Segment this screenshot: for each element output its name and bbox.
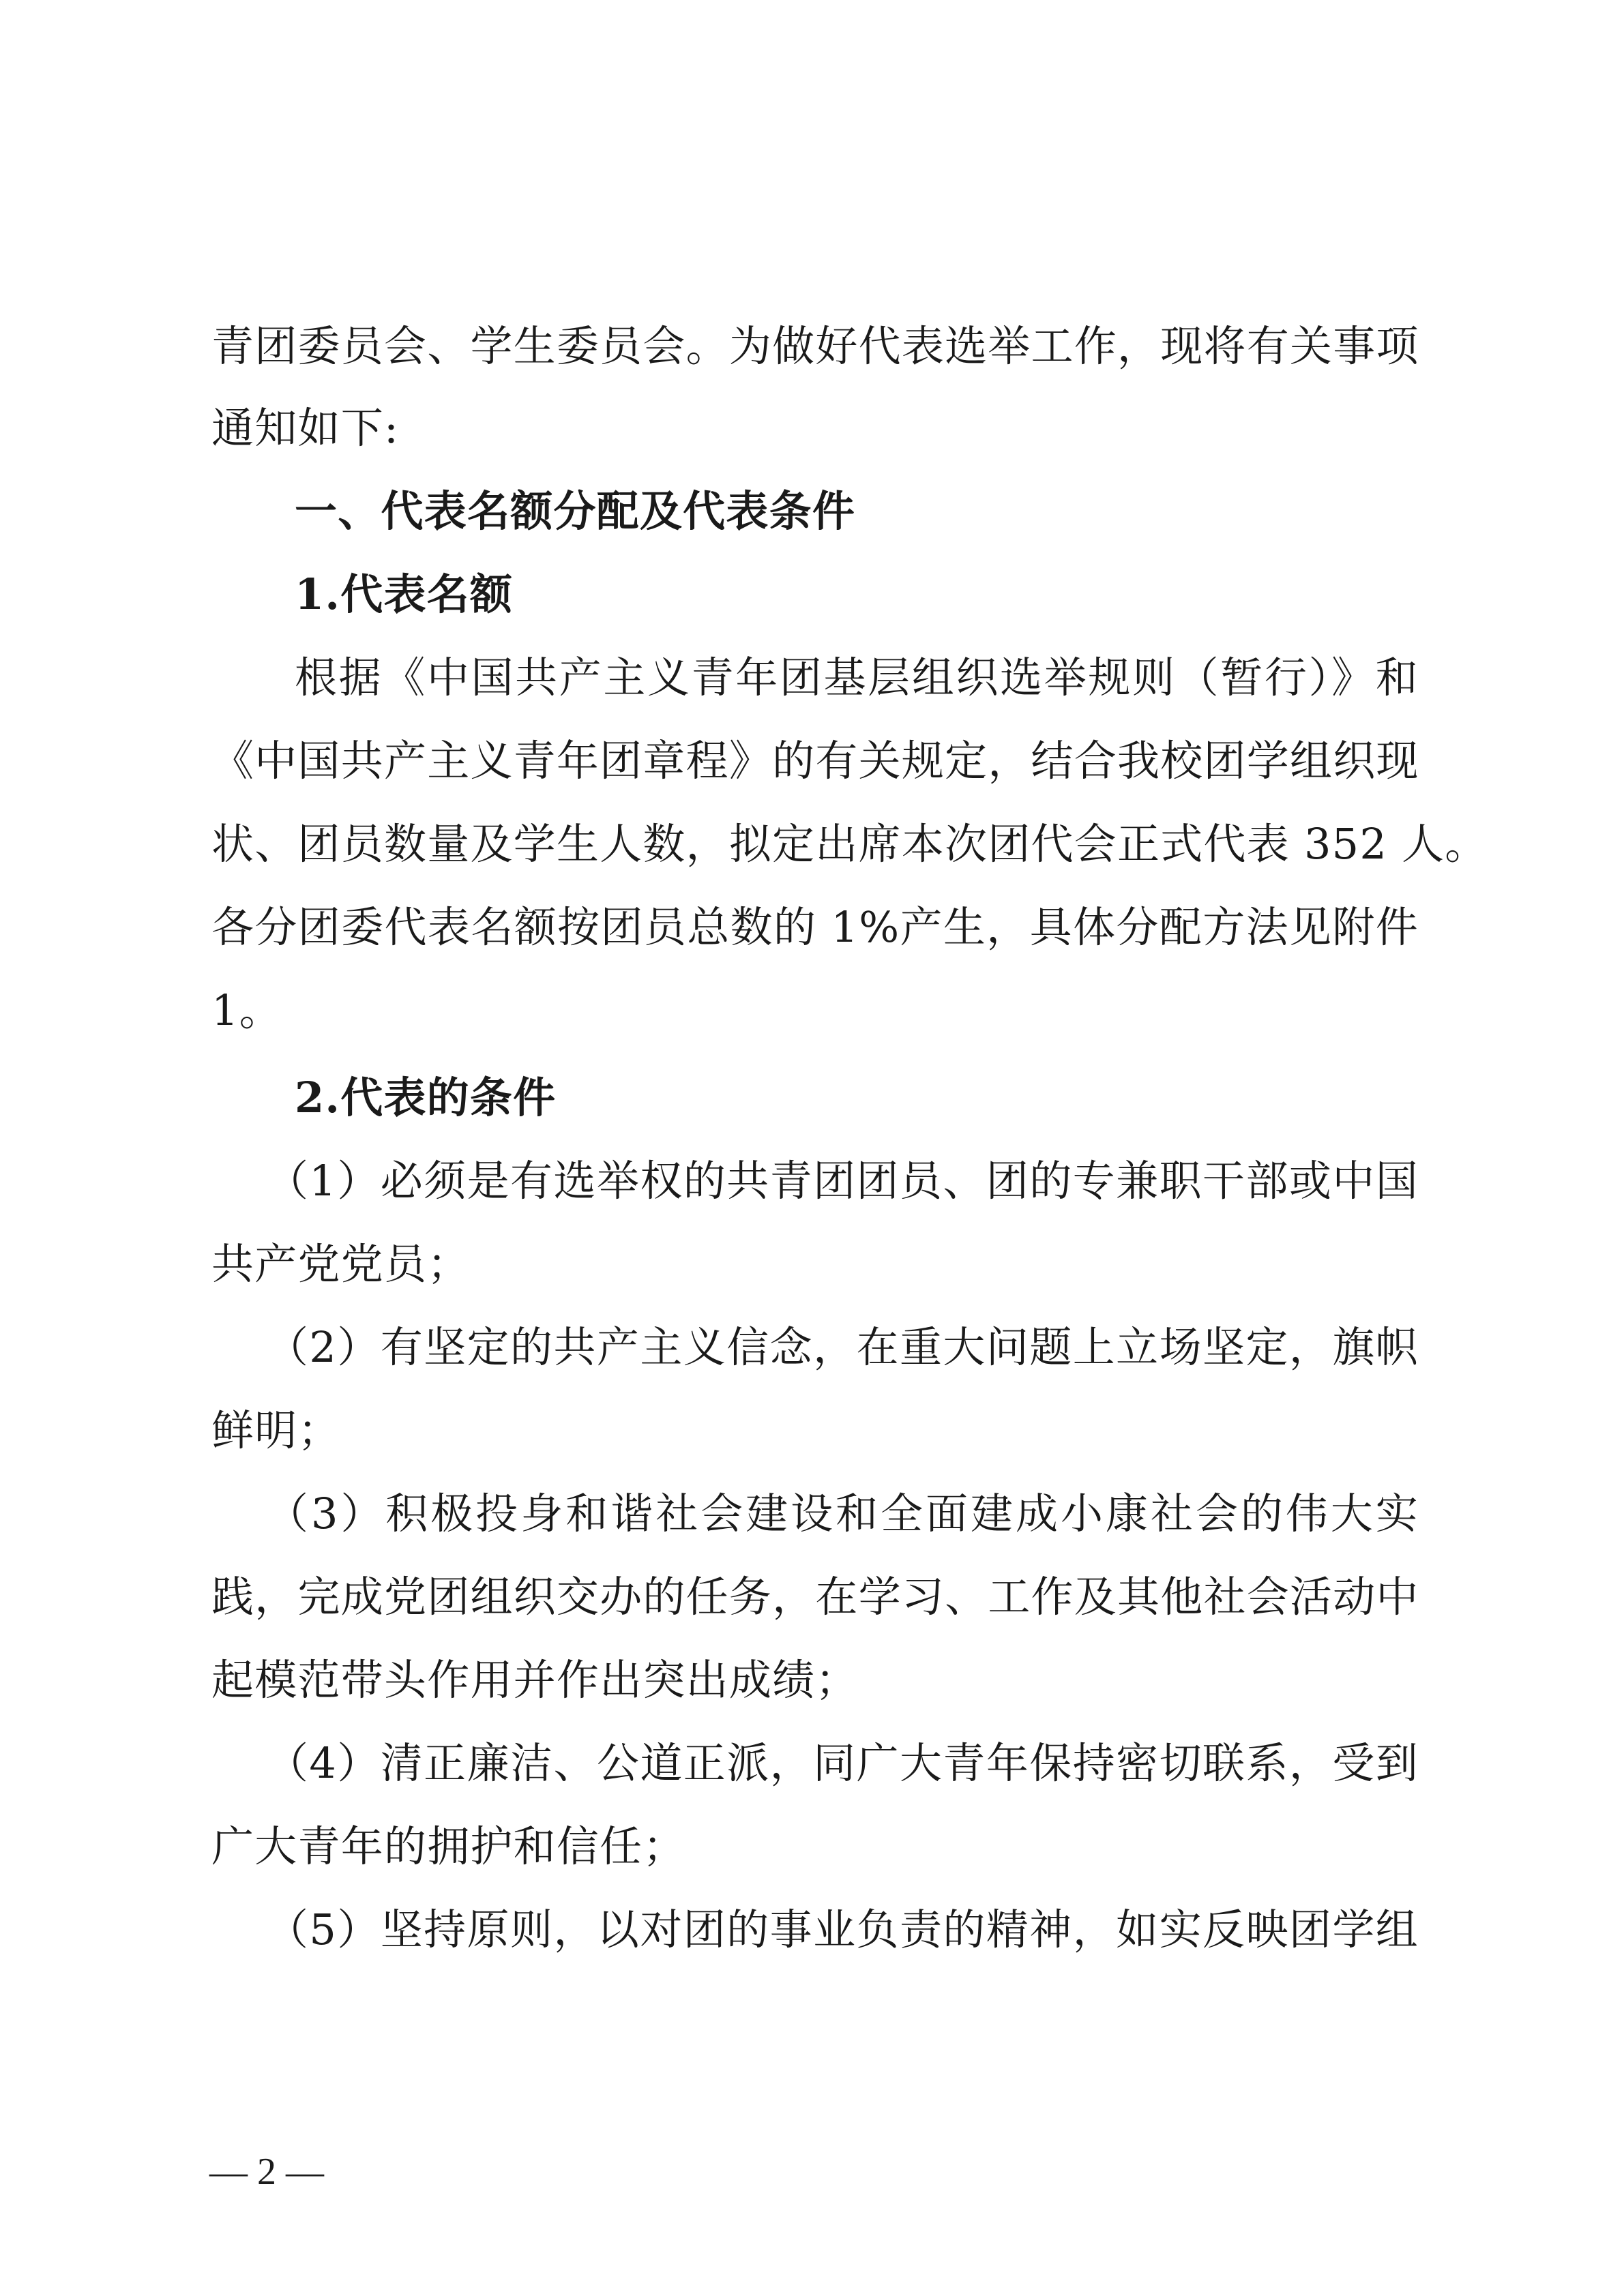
list-item-line: 起模范带头作用并作出突出成绩；: [211, 1655, 859, 1705]
list-item-line: 践，完成党团组织交办的任务，在学习、工作及其他社会活动中: [211, 1572, 1419, 1622]
subsection-heading: 2.代表的条件: [295, 1073, 557, 1122]
paragraph-line: 1。: [211, 985, 282, 1035]
list-item-line: （4）清正廉洁、公道正派，同广大青年保持密切联系，受到: [266, 1738, 1419, 1788]
list-item-line: 鲜明；: [211, 1405, 341, 1455]
list-item-line: （2）有坚定的共产主义信念，在重大问题上立场坚定，旗帜: [266, 1322, 1419, 1372]
section-heading: 一、代表名额分配及代表条件: [295, 486, 856, 536]
list-item-line: （5）坚持原则，以对团的事业负责的精神，如实反映团学组: [266, 1905, 1419, 1954]
paragraph-line: 青团委员会、学生委员会。为做好代表选举工作，现将有关事项: [211, 321, 1419, 371]
paragraph-line: 根据《中国共产主义青年团基层组织选举规则（暂行）》和: [295, 653, 1419, 702]
paragraph-line: 状、团员数量及学生人数，拟定出席本次团代会正式代表 352 人。: [211, 819, 1488, 869]
page-number: — 2 —: [209, 2151, 324, 2193]
list-item-line: （3）积极投身和谐社会建设和全面建成小康社会的伟大实: [266, 1489, 1419, 1538]
list-item-line: （1）必须是有选举权的共青团团员、团的专兼职干部或中国: [266, 1156, 1419, 1206]
paragraph-line: 通知如下:: [211, 403, 400, 453]
paragraph-line: 《中国共产主义青年团章程》的有关规定，结合我校团学组织现: [211, 736, 1419, 786]
subsection-heading: 1.代表名额: [295, 569, 514, 619]
list-item-line: 广大青年的拥护和信任；: [211, 1821, 686, 1871]
paragraph-line: 各分团委代表名额按团员总数的 1%产生，具体分配方法见附件: [211, 902, 1419, 952]
list-item-line: 共产党党员；: [211, 1239, 471, 1289]
